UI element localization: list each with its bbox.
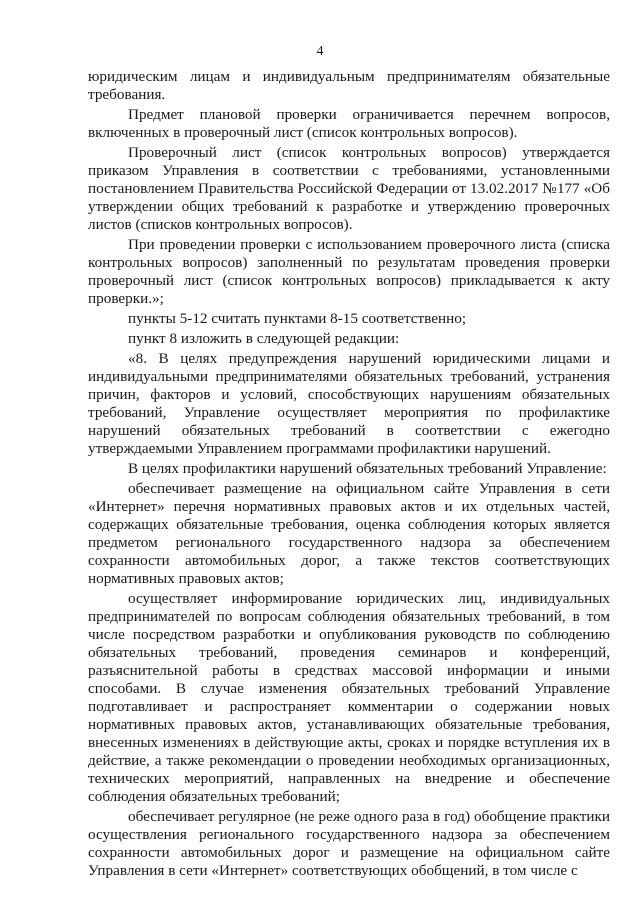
paragraph: При проведении проверки с использованием проверочного листа (списка контрольных вопросов) заполненный по результатам проведения проверки проверочный лист (список контрольных вопросов) прикладывается к акту проверки.»; (88, 236, 610, 307)
paragraph: В целях профилактики нарушений обязательных требований Управление: (128, 460, 607, 477)
paragraph: Проверочный лист (список контрольных вопросов) утверждается приказом Управления в соответствии с требованиями, установленными постановлением Правительства Российской Федерации от 13.02.2017 №177 «Об утверждении общих требований к разработке и утверждению проверочных листов (списков контрольных вопросов). (88, 144, 610, 233)
paragraph: Предмет плановой проверки ограничивается перечнем вопросов, включенных в проверочный лист (список контрольных вопросов). (88, 106, 610, 141)
document-body (88, 68, 610, 882)
paragraph: «8. В целях предупреждения нарушений юридическими лицами и индивидуальными предпринимателями обязательных требований, устранения причин, факторов и условий, способствующих нарушениям обязательных требований, Управление осуществляет мероприятия по профилактике нарушений обязательных требований в соответствии с ежегодно утверждаемыми Управлением программами профилактики нарушений. (88, 350, 610, 457)
paragraph: осуществляет информирование юридических лиц, индивидуальных предпринимателей по вопросам соблюдения обязательных требований, в том числе посредством разработки и опубликования руководств по соблюдению обязательных требований, проведения семинаров и конференций, разъяснительной работы в средствах массовой информации и иными способами. В случае изменения обязательных требований Управление подготавливает и распространяет комментарии о содержании новых нормативных правовых актов, устанавливающих обязательные требования, внесенных изменениях в действующие акты, сроках и порядке вступления их в действие, а также рекомендации о проведении необходимых организационных, технических мероприятий, направленных на внедрение и обеспечение соблюдения обязательных требований; (88, 590, 610, 805)
paragraph: пункты 5-12 считать пунктами 8-15 соответственно; (128, 310, 467, 327)
paragraph: пункт 8 изложить в следующей редакции: (128, 330, 400, 347)
paragraph: обеспечивает регулярное (не реже одного раза в год) обобщение практики осуществления регионального государственного надзора за обеспечением сохранности автомобильных дорог и размещение на официальном сайте Управления в сети «Интернет» соответствующих обобщений, в том числе с (88, 808, 610, 879)
paragraph: обеспечивает размещение на официальном сайте Управления в сети «Интернет» перечня нормативных правовых актов и их отдельных частей, содержащих обязательные требования, оценка соблюдения которых является предметом регионального государственного надзора за обеспечением сохранности автомобильных дорог, а также текстов соответствующих нормативных правовых актов; (88, 480, 610, 587)
paragraph: юридическим лицам и индивидуальным предпринимателям обязательные требования. (88, 68, 610, 103)
page-number: 4 (316, 44, 324, 59)
